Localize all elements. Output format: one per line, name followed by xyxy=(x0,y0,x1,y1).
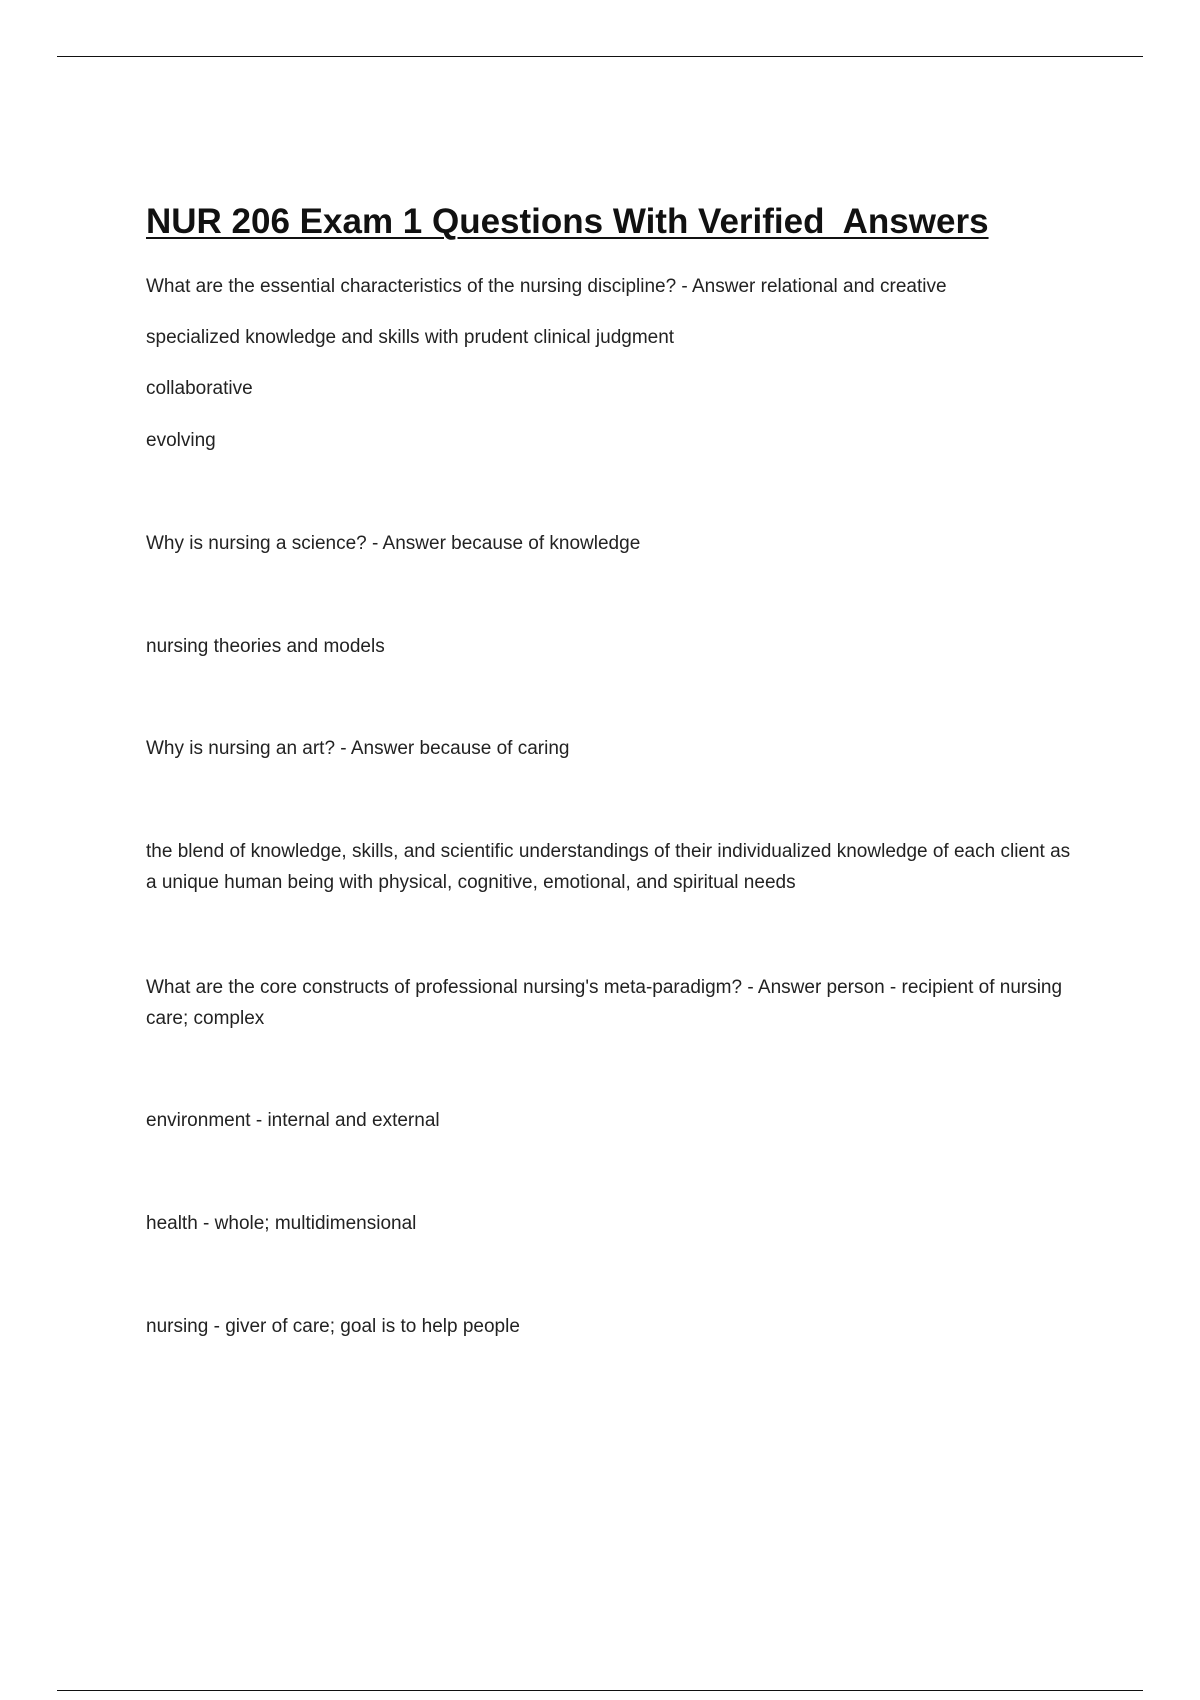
header-rule xyxy=(57,56,1143,57)
answer-paragraph: the blend of knowledge, skills, and scientific understandings of their individualized knowledge of each client as a unique human being with physical, cognitive, emotional, and spiritual needs xyxy=(146,841,1071,893)
question-paragraph: What are the essential characteristics of the nursing discipline? - Answer relational and creative xyxy=(146,276,947,297)
answer-paragraph: specialized knowledge and skills with prudent clinical judgment xyxy=(146,327,675,348)
answer-paragraph: nursing theories and models xyxy=(146,636,385,657)
document-title: NUR 206 Exam 1 Questions With Verified Answers xyxy=(146,202,989,241)
answer-paragraph: evolving xyxy=(146,430,216,451)
answer-paragraph: environment - internal and external xyxy=(146,1110,440,1131)
question-paragraph: What are the core constructs of professional nursing's meta-paradigm? - Answer person - recipient of nursing care; complex xyxy=(146,977,1063,1029)
answer-paragraph: health - whole; multidimensional xyxy=(146,1213,417,1234)
answer-paragraph: collaborative xyxy=(146,378,253,399)
question-paragraph: Why is nursing a science? - Answer because of knowledge xyxy=(146,533,641,554)
footer-rule xyxy=(57,1690,1143,1691)
answer-paragraph: nursing - giver of care; goal is to help people xyxy=(146,1316,520,1337)
question-paragraph: Why is nursing an art? - Answer because of caring xyxy=(146,738,570,759)
